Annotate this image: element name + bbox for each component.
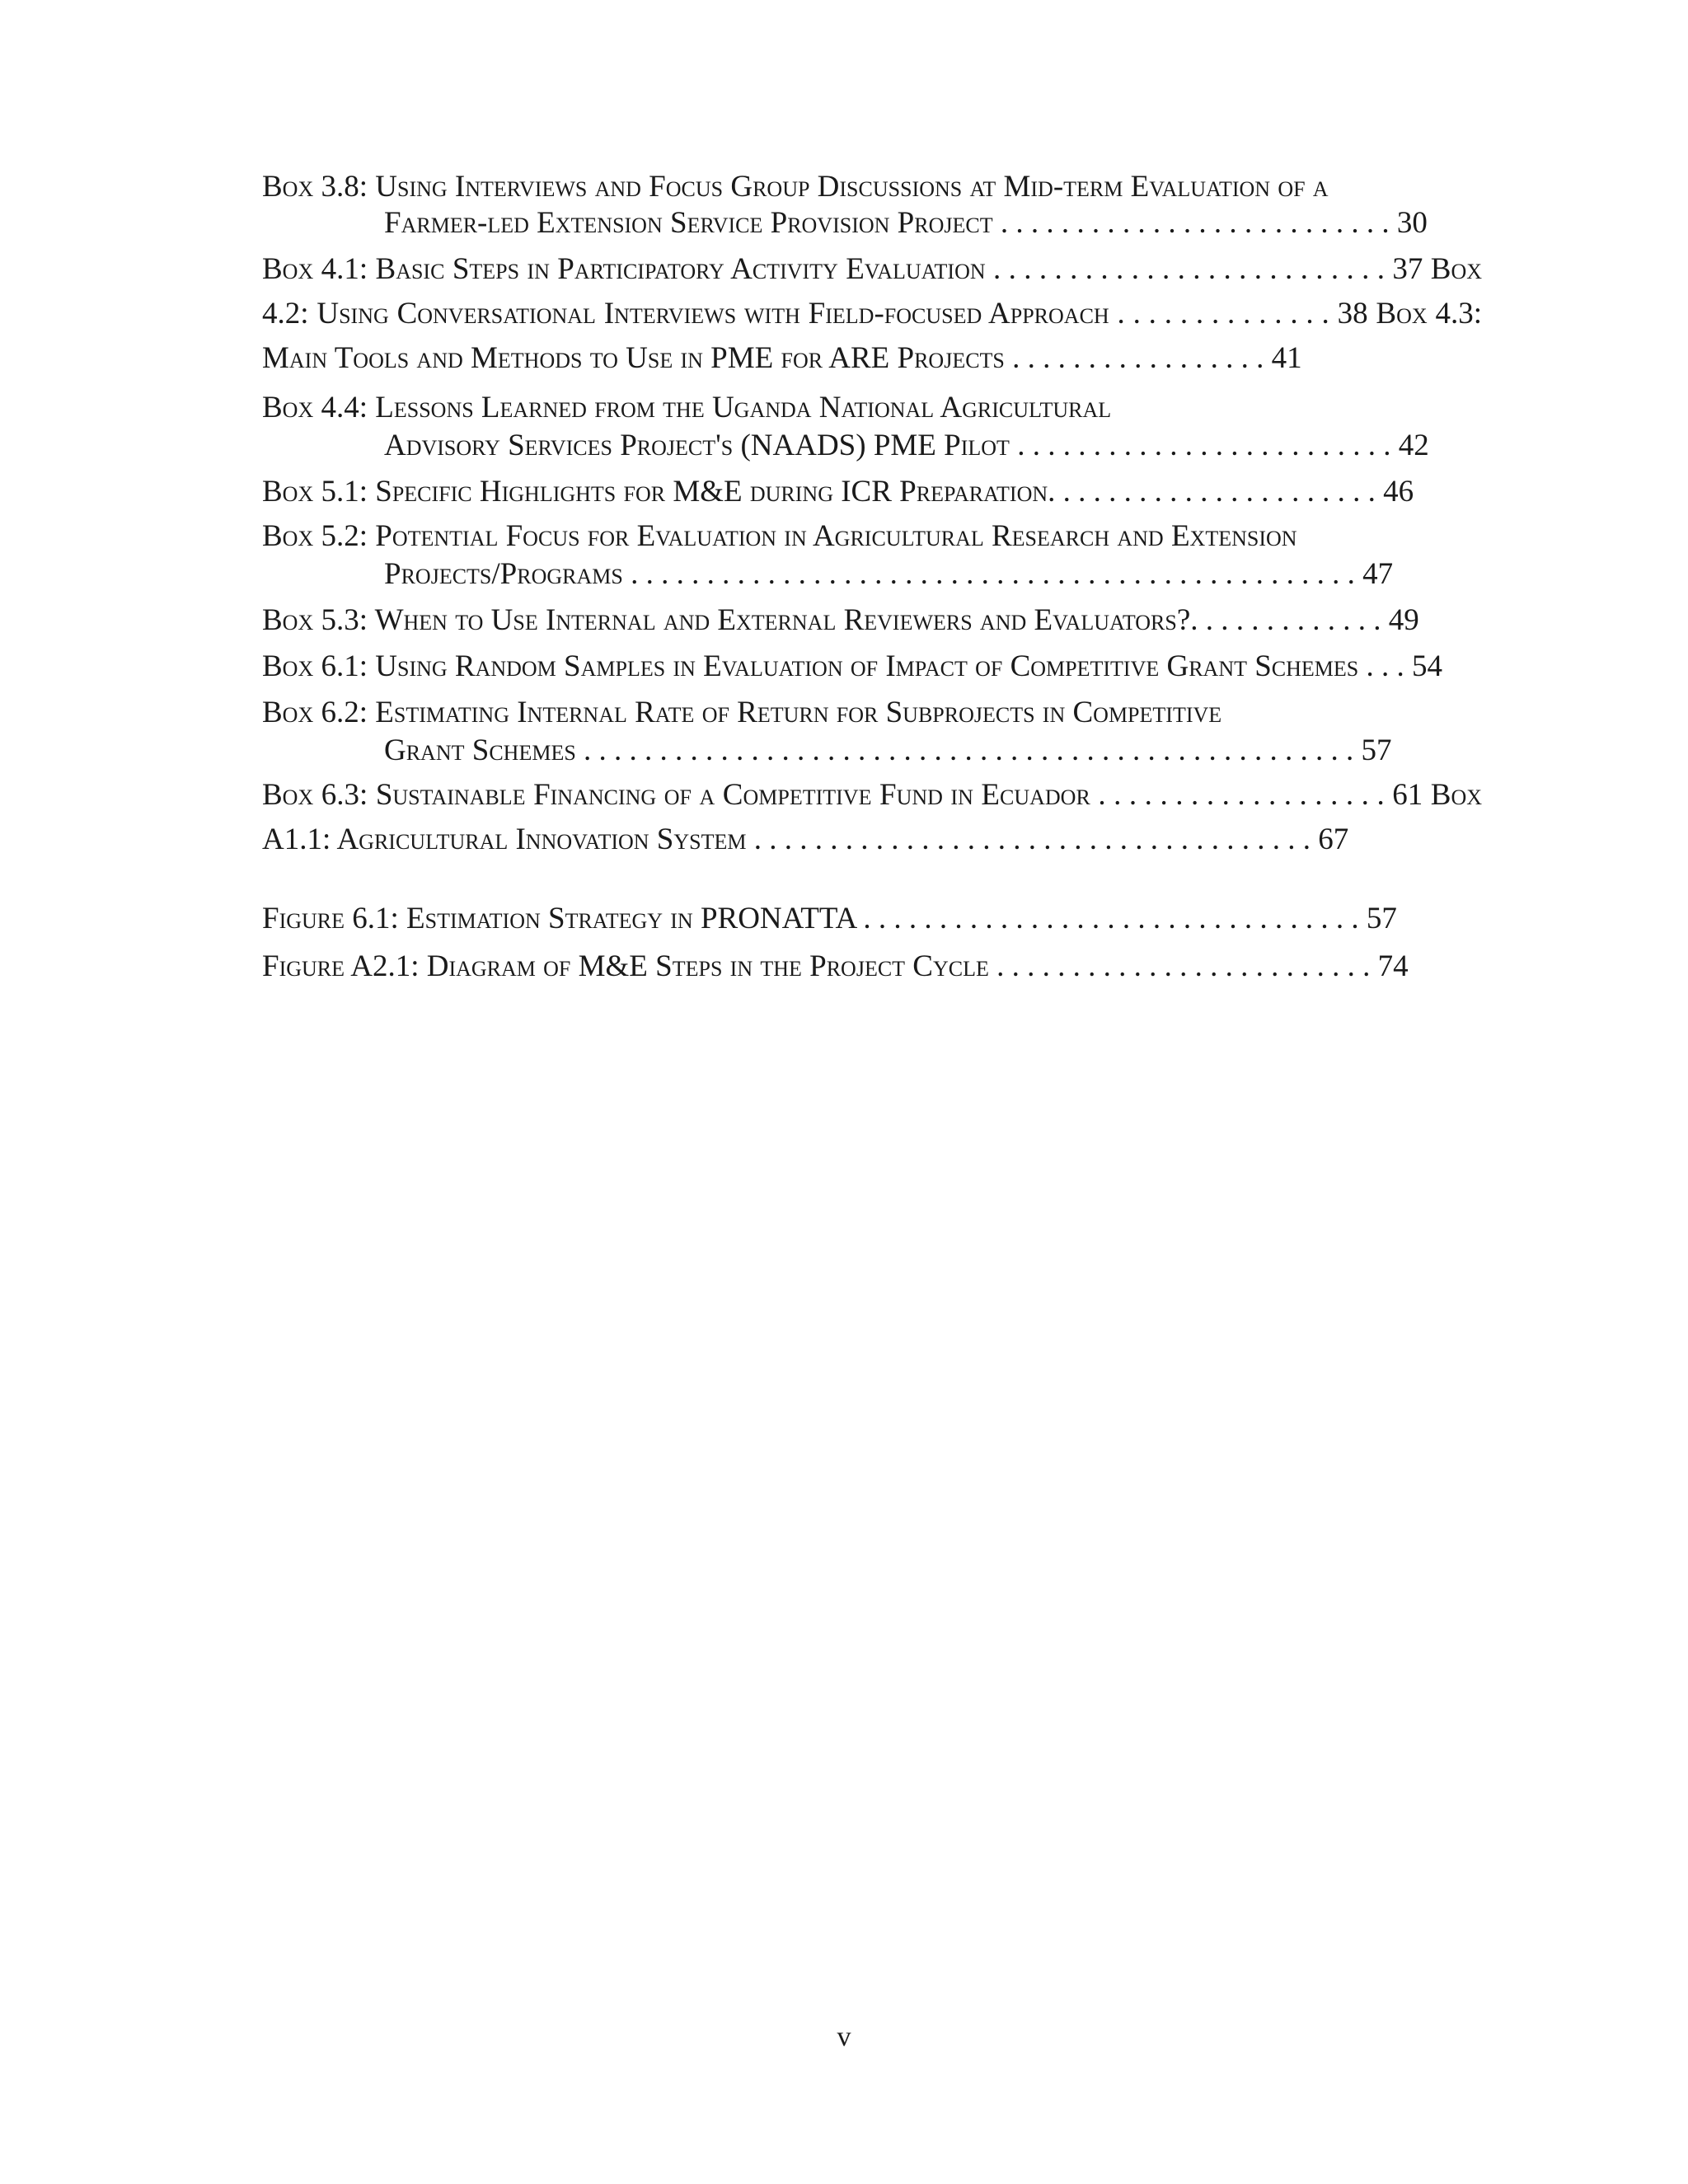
toc-line[interactable]: Box 5.3: When to Use Internal and External Reviewers and Evaluators?. . . . . . . . . . . . . 49 [262, 603, 1419, 637]
toc-line[interactable]: Box 5.1: Specific Highlights for M&E during ICR Preparation. . . . . . . . . . . . . . . . . . . . . . 46 [262, 475, 1414, 509]
toc-line[interactable]: Farmer-led Extension Service Provision Project . . . . . . . . . . . . . . . . . . . . . . . . . . 30 [384, 206, 1428, 240]
toc-line[interactable]: A1.1: Agricultural Innovation System . . . . . . . . . . . . . . . . . . . . . . . . . . . . . . . . . . . . . 67 [262, 823, 1349, 856]
toc-line[interactable]: Box 5.2: Potential Focus for Evaluation in Agricultural Research and Extension [262, 519, 1297, 553]
page-number: v [837, 2022, 851, 2052]
toc-line[interactable]: Box 6.2: Estimating Internal Rate of Return for Subprojects in Competitive [262, 696, 1222, 729]
toc-line[interactable]: Advisory Services Project's (NAADS) PME Pilot . . . . . . . . . . . . . . . . . . . . . . . . . 42 [384, 429, 1429, 462]
toc-line[interactable]: Box 6.3: Sustainable Financing of a Competitive Fund in Ecuador . . . . . . . . . . . . . . . . . . . 61 Box [262, 778, 1482, 812]
toc-line[interactable]: Figure 6.1: Estimation Strategy in PRONATTA . . . . . . . . . . . . . . . . . . . . . . . . . . . . . . . . . 57 [262, 902, 1397, 935]
toc-line[interactable]: Box 4.4: Lessons Learned from the Uganda National Agricultural [262, 391, 1112, 424]
toc-line[interactable]: 4.2: Using Conversational Interviews with Field-focused Approach . . . . . . . . . . . . . . 38 Box 4.3: [262, 297, 1482, 330]
toc-line[interactable]: Figure A2.1: Diagram of M&E Steps in the Project Cycle . . . . . . . . . . . . . . . . . . . . . . . . . 74 [262, 949, 1409, 983]
toc-line[interactable]: Box 4.1: Basic Steps in Participatory Activity Evaluation . . . . . . . . . . . . . . . . . . . . . . . . . . 37 Box [262, 252, 1482, 286]
toc-line[interactable]: Projects/Programs . . . . . . . . . . . . . . . . . . . . . . . . . . . . . . . . . . . . . . . . . . . . . . . . 47 [384, 557, 1394, 591]
toc-line[interactable]: Box 3.8: Using Interviews and Focus Group Discussions at Mid-term Evaluation of a [262, 170, 1329, 204]
toc-line[interactable]: Main Tools and Methods to Use in PME for ARE Projects . . . . . . . . . . . . . . . . . 41 [262, 341, 1302, 375]
toc-line[interactable]: Grant Schemes . . . . . . . . . . . . . . . . . . . . . . . . . . . . . . . . . . . . . . . . . . . . . . . . . . . 57 [384, 733, 1392, 767]
toc-line[interactable]: Box 6.1: Using Random Samples in Evaluation of Impact of Competitive Grant Schemes . . . 54 [262, 649, 1443, 683]
